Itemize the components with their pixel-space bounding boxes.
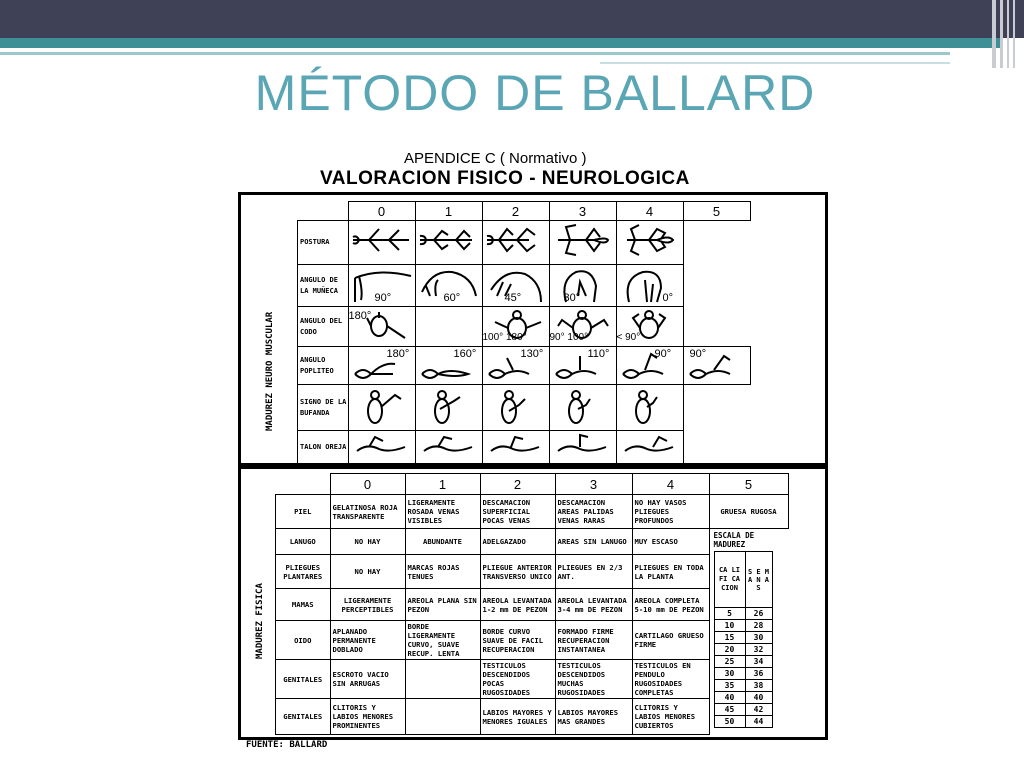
row-label-angulo-codo: ANGULO DEL CODO [298, 307, 349, 347]
document-heading: VALORACION FISICO - NEUROLOGICA [320, 168, 690, 189]
escala-title: ESCALA DE MADUREZ [713, 531, 755, 549]
escala-cell: 45 [714, 704, 745, 716]
piel-cell: DESCAMACION AREAS PALIDAS VENAS RARAS [555, 495, 632, 529]
source-note: FUENTE: BALLARD [246, 740, 328, 750]
escala-cell: 10 [714, 620, 745, 632]
lanugo-cell: NO HAY [330, 529, 405, 555]
neuromuscular-box [238, 192, 828, 466]
piel-cell: GELATINOSA ROJA TRANSPARENTE [330, 495, 405, 529]
angle-label: 130° [520, 347, 544, 360]
angle-label: 90° [374, 291, 392, 304]
slide-accent-bar [0, 38, 1000, 48]
row-label-genitales-femeninos: GENITALES [276, 699, 331, 735]
piel-cell: NO HAY VASOS PLIEGUES PROFUNDOS [632, 495, 709, 529]
oido-cell: FORMADO FIRME RECUPERACION INSTANTANEA [555, 621, 632, 660]
lanugo-cell: ADELGAZADO [480, 529, 555, 555]
score-header: 0 [348, 202, 415, 221]
angle-label: 30° [563, 291, 581, 304]
escala-cell: 30 [745, 632, 772, 644]
row-label-genitales-masculinos: GENITALES [276, 660, 331, 699]
genitales-cell: LABIOS MAYORES Y MENORES IGUALES [480, 699, 555, 735]
score-header: 1 [415, 202, 482, 221]
lanugo-cell: ABUNDANTE [405, 529, 480, 555]
lanugo-cell: AREAS SIN LANUGO [555, 529, 632, 555]
escala-cell: 44 [745, 716, 772, 728]
codo-figure [549, 307, 616, 347]
mamas-cell: AREOLA COMPLETA 5-10 mm DE PEZON [632, 589, 709, 621]
genitales-cell: CLITORIS Y LABIOS MENORES CUBIERTOS [632, 699, 709, 735]
genitales-cell [405, 660, 480, 699]
angle-label: 90° [689, 347, 707, 360]
angle-label: < 90° [616, 331, 641, 343]
angle-label: 90° 100° [549, 331, 589, 343]
escala-cell: 20 [714, 644, 745, 656]
angle-label: 0° [662, 291, 674, 304]
score-header: 2 [480, 474, 555, 495]
escala-cell: 15 [714, 632, 745, 644]
oido-cell: CARTILAGO GRUESO FIRME [632, 621, 709, 660]
score-header: 5 [709, 474, 788, 495]
postura-figure [549, 221, 616, 265]
score-header: 3 [549, 202, 616, 221]
escala-cell: 40 [714, 692, 745, 704]
popliteo-figure [616, 347, 683, 385]
escala-cell: 36 [745, 668, 772, 680]
mamas-cell: AREOLA LEVANTADA 1-2 mm DE PEZON [480, 589, 555, 621]
codo-figure [482, 307, 549, 347]
popliteo-figure [549, 347, 616, 385]
score-header: 4 [616, 202, 683, 221]
bufanda-figure [415, 385, 482, 431]
slide-vertical-stripe [1007, 0, 1009, 68]
angle-label: 90° [654, 347, 672, 360]
slide-top-bar [0, 0, 1024, 38]
oido-cell: APLANADO PERMANENTE DOBLADO [330, 621, 405, 660]
row-label-lanugo: LANUGO [276, 529, 331, 555]
score-header: 1 [405, 474, 480, 495]
muneca-figure [549, 265, 616, 307]
piel-cell: GRUESA RUGOSA [709, 495, 788, 529]
postura-figure [348, 221, 415, 265]
mamas-cell: AREOLA PLANA SIN PEZON [405, 589, 480, 621]
slide-accent-line [0, 52, 950, 55]
bufanda-figure [348, 385, 415, 431]
row-label-oido: OIDO [276, 621, 331, 660]
angle-label: 180° [386, 347, 410, 360]
score-header: 5 [683, 202, 750, 221]
popliteo-figure [482, 347, 549, 385]
apendice-label: APENDICE C ( Normativo ) [404, 150, 587, 167]
pliegues-cell: MARCAS ROJAS TENUES [405, 555, 480, 589]
escala-cell: 28 [745, 620, 772, 632]
angle-label: 180° [348, 309, 372, 322]
score-header: 0 [330, 474, 405, 495]
genitales-cell: TESTICULOS DESCENDIDOS MUCHAS RUGOSIDADES [555, 660, 632, 699]
popliteo-figure [415, 347, 482, 385]
score-header: 4 [632, 474, 709, 495]
genitales-cell: LABIOS MAYORES MAS GRANDES [555, 699, 632, 735]
escala-cell: 26 [745, 608, 772, 620]
postura-figure [415, 221, 482, 265]
muneca-figure [616, 265, 683, 307]
neuromuscular-section-label: MADUREZ NEURO MUSCULAR [265, 311, 275, 431]
popliteo-figure [683, 347, 750, 385]
talon-figure [482, 431, 549, 465]
codo-figure [616, 307, 683, 347]
angle-label: 60° [443, 291, 461, 304]
escala-table [714, 551, 773, 728]
piel-cell: LIGERAMENTE ROSADA VENAS VISIBLES [405, 495, 480, 529]
row-label-piel: PIEL [276, 495, 331, 529]
row-label-signo-bufanda: SIGNO DE LA BUFANDA [298, 385, 349, 431]
fisica-section-label: MADUREZ FISICA [255, 583, 265, 659]
escala-cell: 34 [745, 656, 772, 668]
pliegues-cell: PLIEGUES EN 2/3 ANT. [555, 555, 632, 589]
lanugo-cell: MUY ESCASO [632, 529, 709, 555]
oido-cell: BORDE LIGERAMENTE CURVO, SUAVE RECUP. LENTA [405, 621, 480, 660]
talon-figure [415, 431, 482, 465]
popliteo-figure [348, 347, 415, 385]
row-label-talon-oreja: TALON OREJA [298, 431, 349, 465]
escala-cell: 38 [745, 680, 772, 692]
row-label-angulo-muneca: ANGULO DE LA MUÑECA [298, 265, 349, 307]
oido-cell: BORDE CURVO SUAVE DE FACIL RECUPERACION [480, 621, 555, 660]
escala-col-calificacion: CA LI FI CA CION [714, 552, 745, 608]
talon-figure [549, 431, 616, 465]
postura-figure [616, 221, 683, 265]
muneca-figure [415, 265, 482, 307]
postura-figure [482, 221, 549, 265]
escala-cell: 30 [714, 668, 745, 680]
row-label-postura: POSTURA [298, 221, 349, 265]
escala-cell: 42 [745, 704, 772, 716]
row-label-pliegues-plantares: PLIEGUES PLANTARES [276, 555, 331, 589]
escala-cell: 5 [714, 608, 745, 620]
slide-vertical-stripe [1013, 0, 1015, 68]
genitales-cell: TESTICULOS DESCENDIDOS POCAS RUGOSIDADES [480, 660, 555, 699]
genitales-cell: TESTICULOS EN PENDULO RUGOSIDADES COMPLETAS [632, 660, 709, 699]
slide-title: MÉTODO DE BALLARD [254, 65, 816, 121]
escala-cell: 35 [714, 680, 745, 692]
escala-cell: 50 [714, 716, 745, 728]
mamas-cell: AREOLA LEVANTADA 3-4 mm DE PEZON [555, 589, 632, 621]
bufanda-figure [482, 385, 549, 431]
escala-col-semanas: S E M A N A S [745, 552, 772, 608]
mamas-cell: LIGERAMENTE PERCEPTIBLES [330, 589, 405, 621]
row-label-mamas: MAMAS [276, 589, 331, 621]
escala-container [709, 529, 788, 735]
bufanda-figure [549, 385, 616, 431]
muneca-figure [348, 265, 415, 307]
score-header: 3 [555, 474, 632, 495]
pliegues-cell: PLIEGUES EN TODA LA PLANTA [632, 555, 709, 589]
escala-cell: 32 [745, 644, 772, 656]
score-header: 2 [482, 202, 549, 221]
neuromuscular-table [297, 201, 751, 465]
codo-figure [348, 307, 415, 347]
genitales-cell [405, 699, 480, 735]
angle-label: 100° 180° [482, 331, 527, 343]
pliegues-cell: PLIEGUE ANTERIOR TRANSVERSO UNICO [480, 555, 555, 589]
bufanda-figure [616, 385, 683, 431]
fisica-box [238, 466, 828, 740]
angle-label: 110° [587, 347, 610, 360]
fisica-table [275, 473, 793, 735]
ballard-document [238, 140, 828, 760]
angle-label: 160° [453, 347, 477, 360]
angle-label: 45° [504, 291, 522, 304]
escala-cell: 40 [745, 692, 772, 704]
talon-figure [616, 431, 683, 465]
row-label-angulo-popliteo: ANGULO POPLITEO [298, 347, 349, 385]
piel-cell: DESCAMACION SUPERFICIAL POCAS VENAS [480, 495, 555, 529]
genitales-cell: CLITORIS Y LABIOS MENORES PROMINENTES [330, 699, 405, 735]
codo-figure-empty [415, 307, 482, 347]
slide-vertical-stripe [992, 0, 996, 68]
genitales-cell: ESCROTO VACIO SIN ARRUGAS [330, 660, 405, 699]
muneca-figure [482, 265, 549, 307]
slide-vertical-stripe [1000, 0, 1003, 68]
escala-cell: 25 [714, 656, 745, 668]
pliegues-cell: NO HAY [330, 555, 405, 589]
talon-figure [348, 431, 415, 465]
